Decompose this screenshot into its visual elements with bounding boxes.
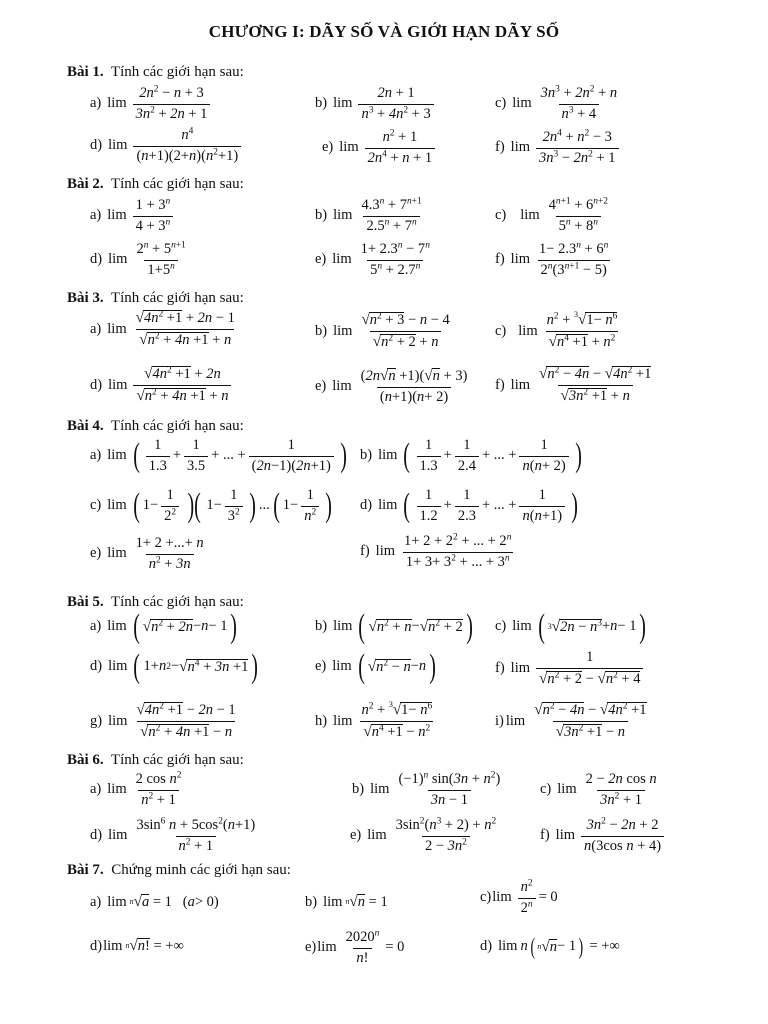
problem-1f: f) lim $\frac{2n^4 + n^2 - 3}{3n^3 - 2n^2 + 1}$ [495,130,622,167]
problem-5c: c) lim ( 3 √ $2n - n^3$ + n − 1 ) [495,614,650,641]
problem-2a: a) lim $\frac{1 + 3^n}{4 + 3^n}$ [90,198,176,235]
problem-7f: d) lim n ( n √ n − 1 ) = +∞ [480,938,620,957]
problem-4b: b) lim ( $\frac{1}{1.3}$ + $\frac{1}{2.4}$ + ... + $\frac{1}{n(n+ 2)}$ ) [360,437,582,475]
page-title: CHƯƠNG I: DÃY SỐ VÀ GIỚI HẠN DÃY SỐ [208,22,560,41]
heading-bai-7: Bài 7. Chứng minh các giới hạn sau: [67,862,291,878]
problem-4c: c) lim ( 1− $\frac{1}{2^2}$ )( 1− $\frac{1}{3^2}$ ) ... ( 1− $\frac{1}{n^2}$ ) [90,487,333,525]
problem-6a: a) lim $\frac{2 \cos n^2}{n^2 + 1}$ [90,770,182,808]
problem-1a: a) lim $\frac{2n^2 - n + 3}{3n^2 + 2n + 1}$ [90,86,213,123]
problem-5a: a) lim ( √ $n^2 + 2n$ − n − 1 ) [90,614,241,641]
problem-2d: d) lim $\frac{2^n + 5^{n+1}}{1+5^n}$ [90,240,186,278]
heading-bai-6: Bài 6. Tính các giới hạn sau: [67,752,244,768]
problem-7e: e) lim $\frac{2020^n}{n!}$ = 0 [305,928,405,966]
problem-5g: g) lim √ $4n^2 +1$ − 2n − 1 √ $n^2 + 4n +1$ − n [90,702,242,741]
problem-6e: e) lim $\frac{3\sin^2(n^3 + 2) + n^2}{2 - 3n^2}$ [350,816,497,854]
problem-7d: d) lim n √ n! = +∞ [90,938,184,955]
problem-3f: f) lim √ $n^2 - 4n$ − √ $4n^2 +1$ √ $3n^2 +1$ + n [495,366,657,405]
problem-4f: f) lim $\frac{1+ 2 + 2^2 + ... + 2^n}{1+ 3+ 3^2 + ... + 3^n}$ [360,532,512,570]
problem-2b: b) lim $\frac{4.3^n + 7^{n+1}}{2.5^n + 7^n}$ [315,196,422,234]
problem-5h: h) lim $n^2 + ^3$ √ $1- n^6$ √ $n^4 +1$ − $n^2$ [315,702,438,741]
heading-bai-3: Bài 3. Tính các giới hạn sau: [67,290,244,306]
problem-1c: c) lim $\frac{3n^3 + 2n^2 + n}{n^3 + 4}$ [495,84,618,122]
problem-5i: i) lim √ $n^2 - 4n$ − √ $4n^2 +1$ √ $3n^2 +1$ − n [495,702,653,741]
problem-6b: b) lim $\frac{(-1)^n \sin(3n + n^2)}{3n - 1}$ [352,770,501,808]
problem-2f: f) lim $\frac{1- 2.3^n + 6^n}{2^n(3^{n+1} - 5)}$ [495,240,609,278]
problem-3b: b) lim √ $n^2 + 3$ − n − 4 √ $n^2 + 2$ + n [315,312,456,351]
problem-3d: d) lim √ $4n^2 +1$ + 2n √ $n^2 + 4n +1$ + n [90,366,234,405]
problem-7a: a) lim n √ a = 1 ( a > 0) [90,894,219,911]
heading-bai-2: Bài 2. Tính các giới hạn sau: [67,176,244,192]
heading-bai-1: Bài 1. Tính các giới hạn sau: [67,64,244,80]
problem-6c: c) lim $\frac{\text{2 − 2n cos n}}{3n^2 + 1}$ [540,771,657,808]
heading-bai-4: Bài 4. Tính các giới hạn sau: [67,418,244,434]
problem-3c: c) lim $n^2 + ^3$ √ $1- n^6$ √ $n^4 +1$ + $n^2$ [495,312,623,351]
problem-4e: e) lim $\frac{1+ 2 +...+ n}{n^2 + 3n}$ [90,535,204,572]
problem-6d: d) lim $\frac{3\sin^6 n + 5\cos^2(n+1)}{n^2 + 1}$ [90,816,256,854]
problem-7b: b) lim n √ n = 1 [305,894,388,911]
problem-1d: d) lim $\frac{n^4}{(n+1)(2+n)(n^2+1)}$ [90,128,244,165]
problem-7c: c) lim $\frac{n^2}{2^n}$ = 0 [480,878,558,916]
problem-6f: f) lim $\frac{3n^2 - 2n + 2}{\text{n(3cos n + 4)}}$ [540,818,667,855]
problem-5d: d) lim ( 1+ n 2 − √ $n^4 + 3n +1$ ) [90,654,262,681]
problem-4d: d) lim ( $\frac{1}{1.2}$ + $\frac{1}{2.3}$ + ... + $\frac{1}{n(n+1)}$ ) [360,487,578,525]
problem-1e: e) lim $\frac{n^2 + 1}{2n^4 + n + 1}$ [322,130,438,167]
problem-5b: b) lim ( √ $n^2 + n$ − √ $n^2 + 2$ ) [315,614,476,641]
problem-3a: a) lim √ $4n^2 +1$ + 2n − 1 √ $n^2 + 4n +1$ + n [90,310,241,349]
problem-2c: c) lim $\frac{4^{n+1} + 6^{n+2}}{5^n + 8^n}$ [495,196,608,234]
problem-5e: e) lim ( √ $n^2 - n$ − n ) [315,654,439,681]
problem-5f: f) lim 1 √ $n^2 + 2$ − √ $n^2 + 4$ [495,650,646,688]
problem-1b: b) lim $\frac{2n + 1}{n^3 + 4n^2 + 3}$ [315,86,437,123]
problem-2e: e) lim $\frac{1+ 2.3^n - 7^n}{5^n + 2.7^n}$ [315,240,430,278]
problem-4a: a) lim ( $\frac{1}{1.3}$ + $\frac{1}{3.5}$ + ... + $\frac{1}{(2n-1)(2n+1)}$ ) [90,437,347,475]
problem-3e: e) lim (2n √ n +1)( √ n + 3) (n+1)(n+ 2) [315,368,473,406]
heading-bai-5: Bài 5. Tính các giới hạn sau: [67,594,244,610]
